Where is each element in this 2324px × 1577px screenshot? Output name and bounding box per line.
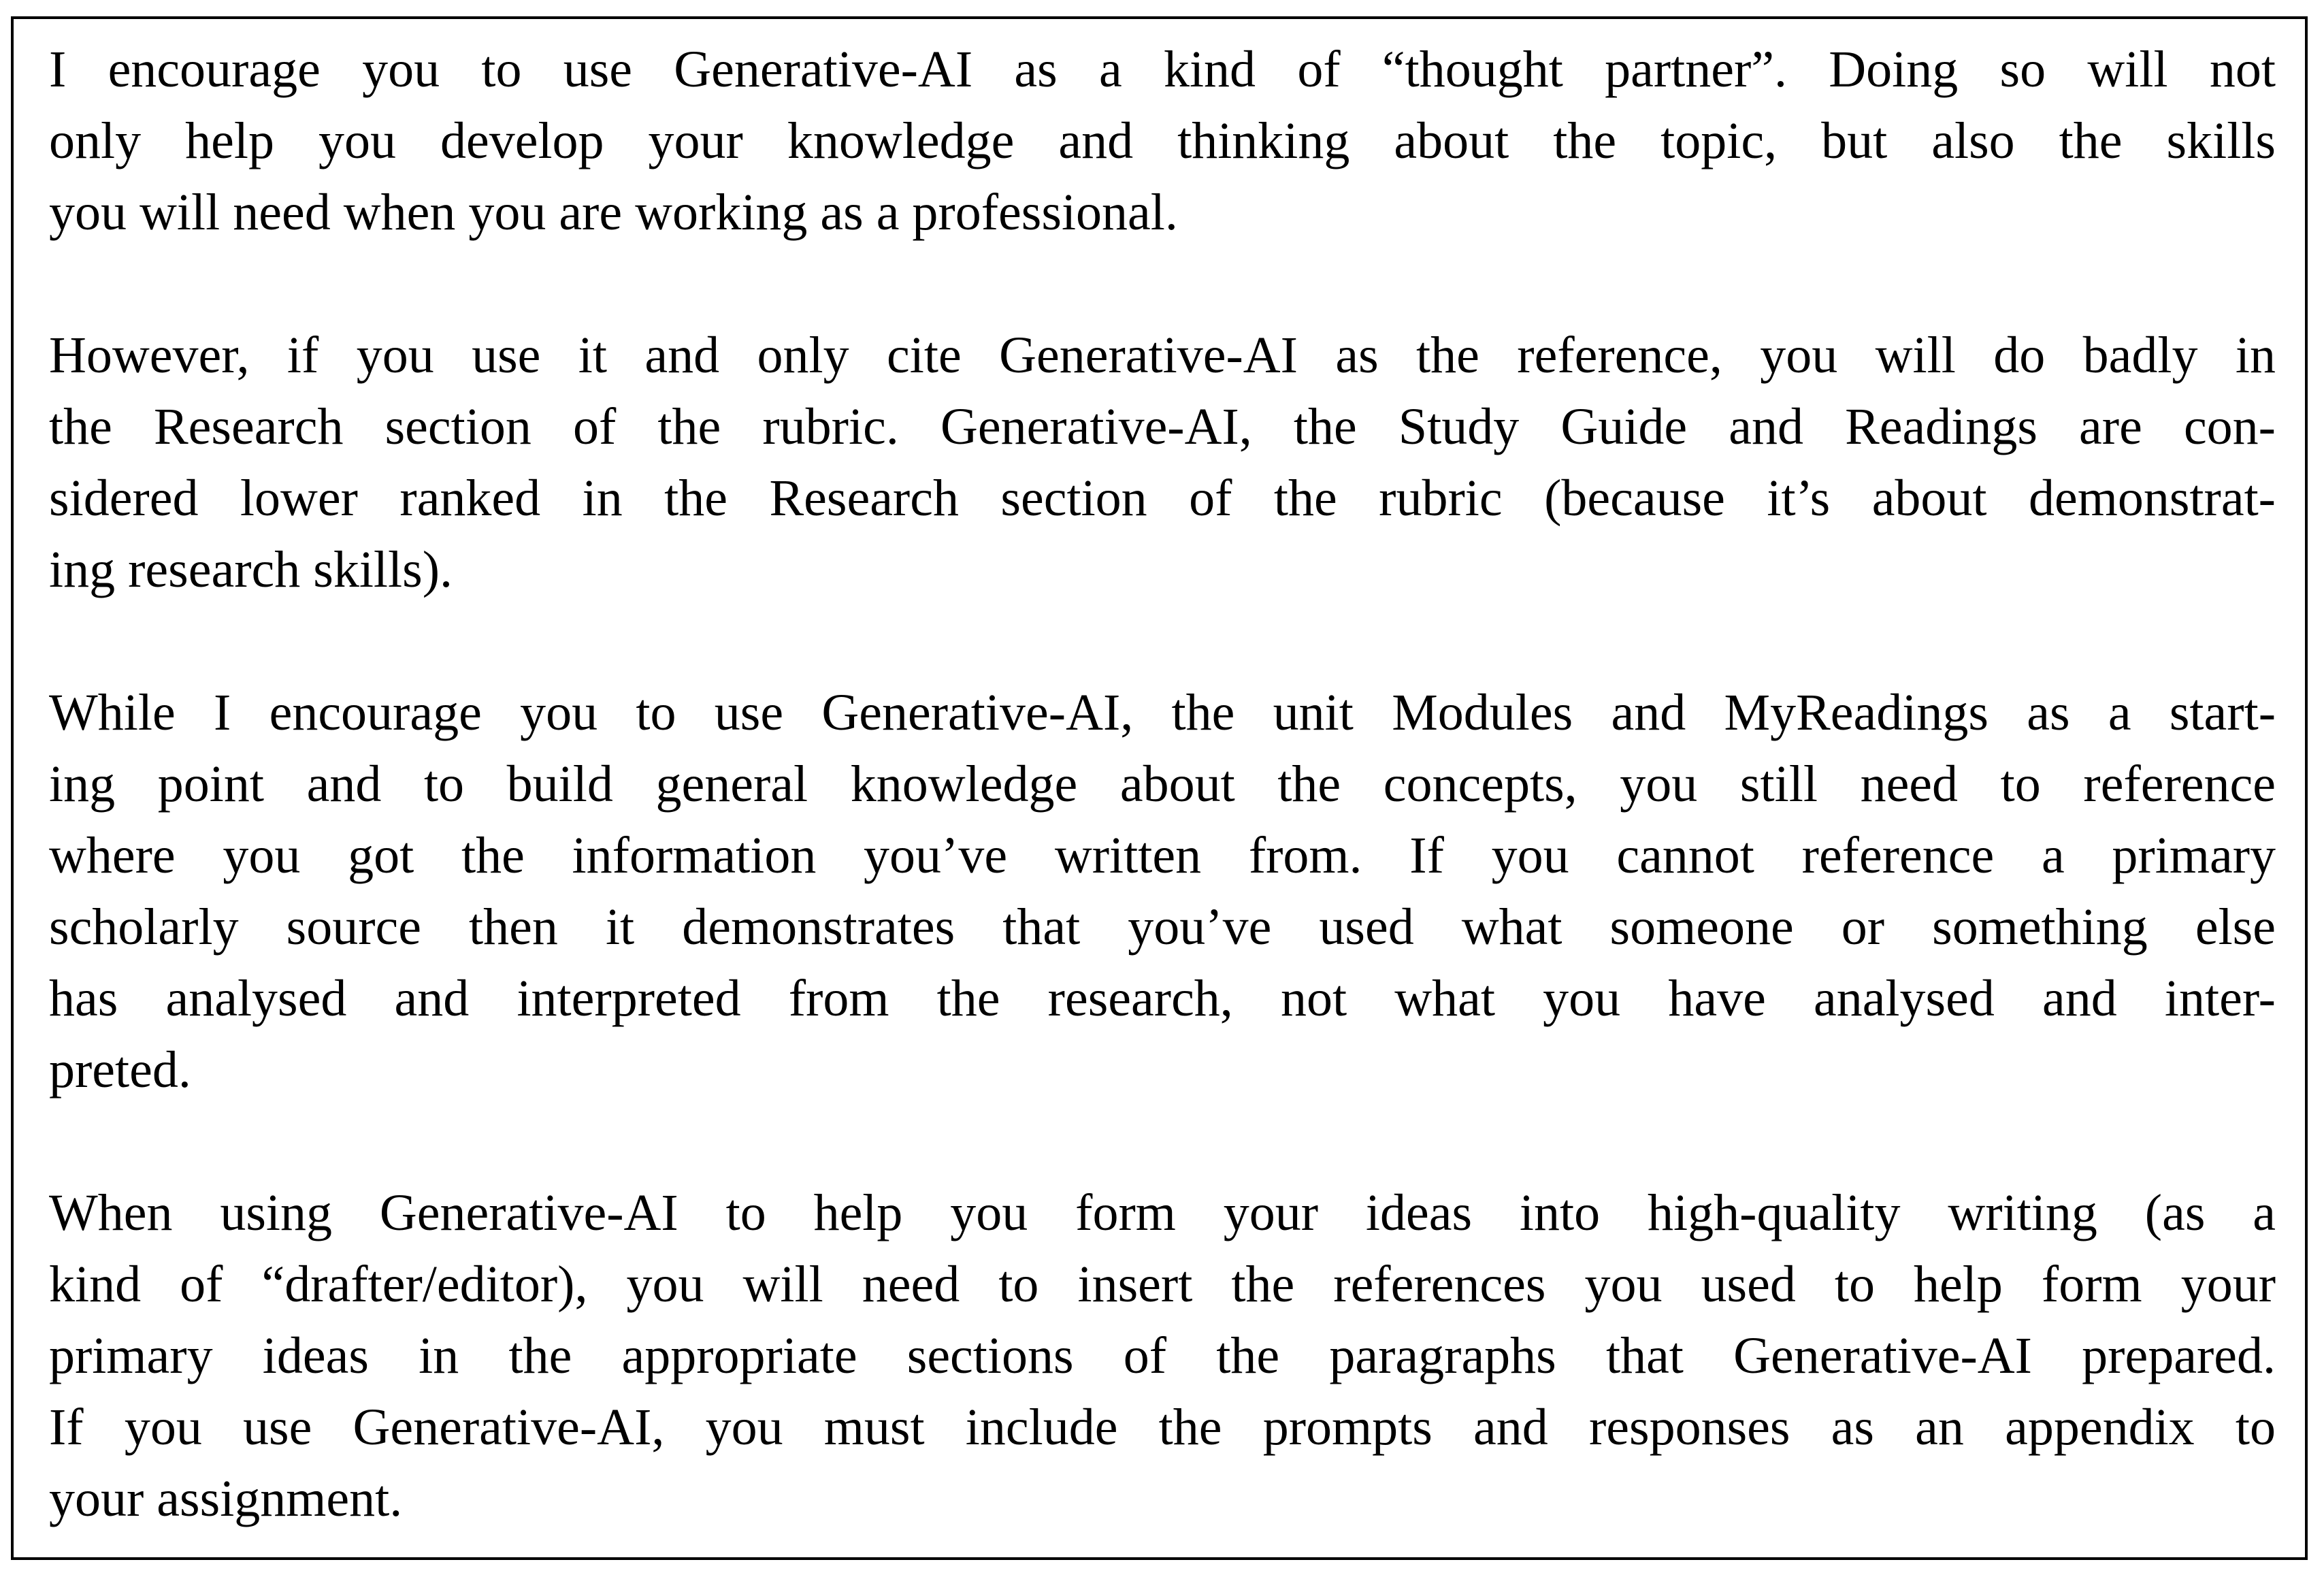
text-line: If you use Generative-AI, you must include the prompts and responses as an appendix to <box>49 1399 2276 1456</box>
paragraph-thought-partner <box>49 34 2276 248</box>
text-line: sidered lower ranked in the Research section of the rubric (because it’s about demonstrat- <box>49 470 2276 527</box>
text-line: ing research skills). <box>49 541 453 598</box>
bordered-text-box <box>11 16 2308 1560</box>
text-line: your assignment. <box>49 1470 403 1527</box>
text-line: where you got the information you’ve written from. If you cannot reference a primary <box>49 827 2276 884</box>
text-line: primary ideas in the appropriate sections of the paragraphs that Generative-AI prepared. <box>49 1327 2276 1384</box>
text-line: I encourage you to use Generative-AI as a kind of “thought partner”. Doing so will not <box>49 41 2276 98</box>
document-body <box>49 34 2276 1535</box>
paragraph-reference-sources <box>49 677 2276 1106</box>
text-line: While I encourage you to use Generative-AI, the unit Modules and MyReadings as a start- <box>49 684 2276 741</box>
text-line: you will need when you are working as a professional. <box>49 184 1178 241</box>
text-line: However, if you use it and only cite Generative-AI as the reference, you will do badly in <box>49 327 2276 384</box>
text-line: only help you develop your knowledge and thinking about the topic, but also the skills <box>49 112 2276 169</box>
text-line: kind of “drafter/editor), you will need to insert the references you used to help form your <box>49 1256 2276 1313</box>
text-line: When using Generative-AI to help you form your ideas into high-quality writing (as a <box>49 1184 2276 1241</box>
text-line: preted. <box>49 1041 191 1099</box>
text-line: has analysed and interpreted from the research, not what you have analysed and inter- <box>49 970 2276 1027</box>
paragraph-citation-warning <box>49 320 2276 606</box>
text-line: ing point and to build general knowledge about the concepts, you still need to reference <box>49 755 2276 813</box>
paragraph-drafter-editor <box>49 1177 2276 1535</box>
text-line: scholarly source then it demonstrates that you’ve used what someone or something else <box>49 898 2276 956</box>
text-line: the Research section of the rubric. Generative-AI, the Study Guide and Readings are con- <box>49 398 2276 455</box>
